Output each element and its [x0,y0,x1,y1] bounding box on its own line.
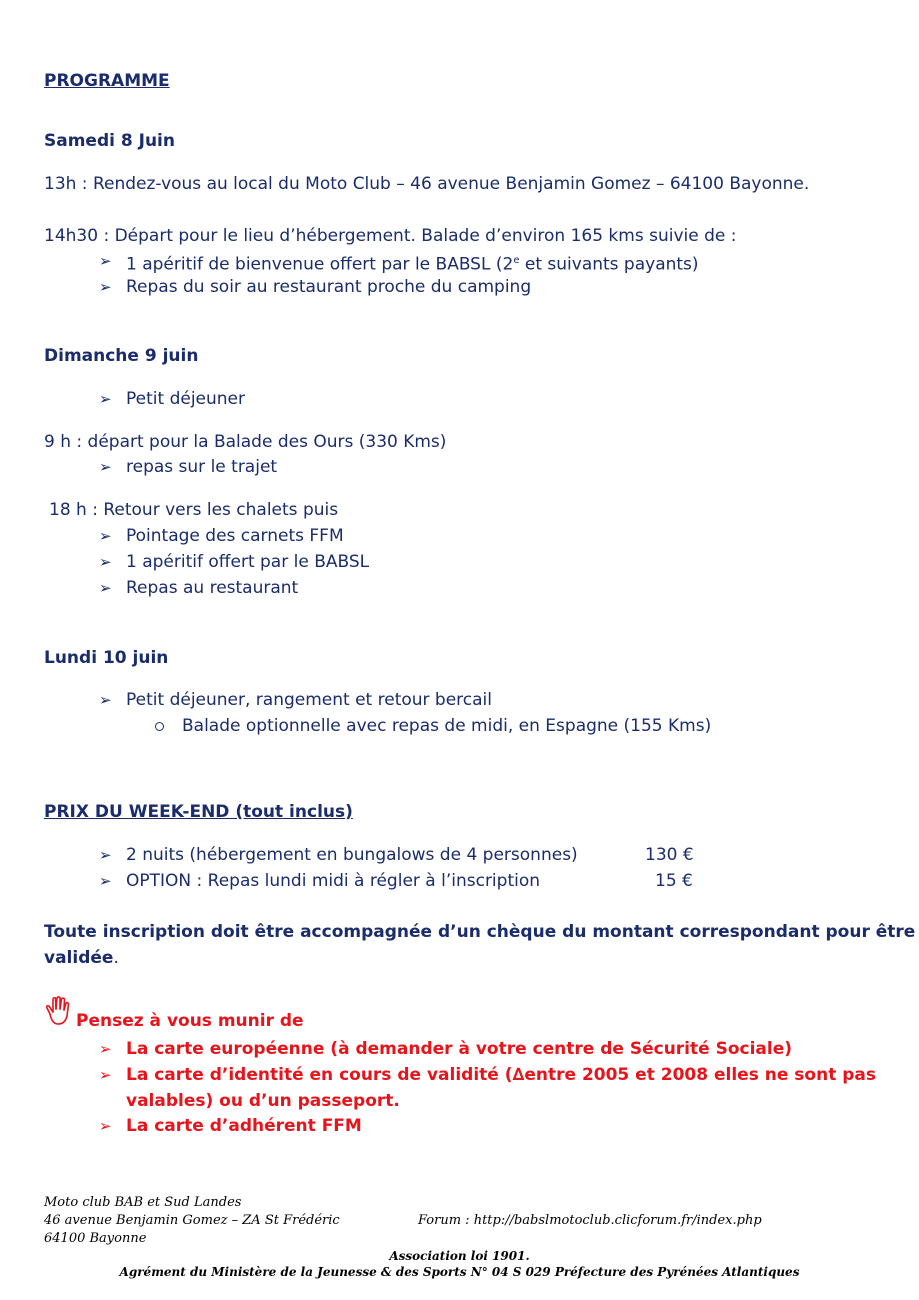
arrow-bullet-icon: ➢ [99,872,112,890]
footer-address: 46 avenue Benjamin Gomez – ZA St Frédéric [44,1213,340,1228]
monday-bullet-1: Petit déjeuner, rangement et retour bercail [126,690,493,710]
footer-agrement: Agrément du Ministère de la Jeunesse & des Sports N° 04 S 029 Préfecture des Pyrénées Atlantiques [119,1265,800,1279]
hand-icon [44,996,74,1028]
saturday-bullet-2: Repas du soir au restaurant proche du camping [126,277,532,297]
arrow-bullet-icon: ➢ [99,278,112,296]
arrow-bullet-icon: ➢ [99,691,112,709]
reminder-item-1: La carte européenne (à demander à votre centre de Sécurité Sociale) [126,1039,793,1059]
reminder-item-2-cont: valables) ou d’un passeport. [126,1091,400,1111]
footer-club: Moto club BAB et Sud Landes [44,1195,242,1210]
arrow-bullet-icon: ➢ [99,390,112,408]
sunday-bullet-5: Repas au restaurant [126,578,299,598]
arrow-bullet-icon: ➢ [99,252,112,270]
saturday-line-2: 14h30 : Départ pour le lieu d’hébergement. Balade d’environ 165 kms suivie de : [44,226,737,246]
prix-heading: PRIX DU WEEK-END (tout inclus) [44,802,353,822]
monday-heading: Lundi 10 juin [44,648,169,668]
footer-city: 64100 Bayonne [44,1231,147,1246]
prix-item-label: OPTION : Repas lundi midi à régler à l’inscription [126,871,541,891]
notice-line-1: Toute inscription doit être accompagnée d’un chèque du montant correspondant pour être [44,922,916,942]
saturday-line-1: 13h : Rendez-vous au local du Moto Club – 46 avenue Benjamin Gomez – 64100 Bayonne. [44,174,810,194]
saturday-heading: Samedi 8 Juin [44,131,175,151]
monday-sub-1: Balade optionnelle avec repas de midi, en Espagne (155 Kms) [182,716,712,736]
sunday-bullet-1: Petit déjeuner [126,389,245,409]
circle-bullet-icon [155,722,164,731]
footer-association: Association loi 1901. [389,1249,530,1263]
prix-item-price: 130 € [645,845,694,865]
programme-heading: PROGRAMME [44,71,170,91]
arrow-bullet-icon: ➢ [99,1040,112,1058]
footer-forum: Forum : http://babslmotoclub.clicforum.fr/index.php [418,1213,762,1228]
arrow-bullet-icon: ➢ [99,553,112,571]
sunday-heading: Dimanche 9 juin [44,346,199,366]
sunday-line-1: 9 h : départ pour la Balade des Ours (330 Kms) [44,432,447,452]
arrow-bullet-icon: ➢ [99,1117,112,1135]
reminder-heading: Pensez à vous munir de [76,1011,304,1031]
sunday-bullet-3: Pointage des carnets FFM [126,526,344,546]
reminder-item-3: La carte d’adhérent FFM [126,1116,362,1136]
saturday-bullet-1: 1 apéritif de bienvenue offert par le BABSL (2e et suivants payants) [126,254,699,275]
sunday-line-2: 18 h : Retour vers les chalets puis [49,500,339,520]
sunday-bullet-2: repas sur le trajet [126,457,278,477]
notice-line-2: validée. [44,948,119,968]
prix-item-label: 2 nuits (hébergement en bungalows de 4 personnes) [126,845,578,865]
arrow-bullet-icon: ➢ [99,458,112,476]
arrow-bullet-icon: ➢ [99,846,112,864]
arrow-bullet-icon: ➢ [99,527,112,545]
arrow-bullet-icon: ➢ [99,579,112,597]
sunday-bullet-4: 1 apéritif offert par le BABSL [126,552,370,572]
prix-item-price: 15 € [655,871,693,891]
arrow-bullet-icon: ➢ [99,1066,112,1084]
reminder-item-2: La carte d’identité en cours de validité (∆entre 2005 et 2008 elles ne sont pas [126,1065,876,1085]
